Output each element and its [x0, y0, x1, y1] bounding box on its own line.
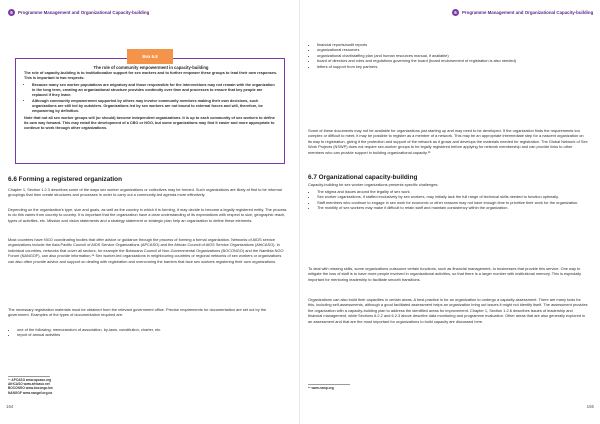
- footnote-line: AfriCASO www.africaso.net: [8, 382, 50, 387]
- list-item: • organizational resources: [317, 47, 588, 52]
- running-header-title: Programme Management and Organizational Capacity-building: [462, 10, 594, 15]
- list-item: • The mobility of sex workers may make it difficult to retain staff and maintain consistency within the organization.: [317, 205, 588, 210]
- box-bullet: • Because many sex worker populations are migratory and those responsible for the interventions may not remain with the organization in the long term, creating an organizational structure provides continuity over time and processes to ensure that key people are replaced if they leave.: [32, 83, 278, 98]
- list-item: • organizational chart/staffing plan (and human resources manual, if available): [317, 53, 588, 58]
- paragraph-text: Chapter 1, Section 1.2.3 describes some of the ways sex worker organizations or collectives may be formed. Such organizations are likely at first to be informal groupings that then create structures and processes in order to carry out a community-led agenda more effectively.: [8, 187, 282, 198]
- documentation-list-continued: [308, 42, 588, 69]
- footnote-line: ¹⁵ www.nswp.org: [308, 386, 334, 390]
- body-paragraph: [308, 182, 588, 187]
- section-heading-6-7: 6.7 Organizational capacity-building: [308, 174, 418, 181]
- paragraph-text: Most countries have NGO coordinating bodies that offer advice or guidance through the process of forming a formal organization. Networks of AIDS service organizations include the Asia Pacific Council of AIDS Service Organizations (APCASO) and the African Council of AIDS Service Organizations (AfriCASO). In individual countries, networks that cover all sectors, for example the Botswana Council of Non-Governmental Organizations (BOCONGO) and the Namibia NGO Forum (NANGOF), can also provide information.¹⁴ Sex worker-led organizations in neighbouring countries or regional networks of sex workers or organizations can also often provide advice and support on dealing with registration and overcoming the barriers that face sex workers registering their own organizations.: [8, 237, 284, 264]
- box-bullet: • Although community empowerment supported by others may involve community members making their own decisions, such organizations are still led by outsiders. Organizations led by sex workers are not bound to external forces and will, therefore, be empowering by definition.: [32, 99, 278, 114]
- box-title: The role of community empowerment in capacity-building: [93, 65, 209, 70]
- list-item: • Staff members who continue to engage in sex work for economic or other reasons may not have enough time to prioritize their work for the organization.: [317, 200, 588, 205]
- footnote-line: NANGOF www.nangof.org.na: [8, 390, 53, 395]
- paragraph-text: To deal with missing skills, some organizations outsource certain functions, such as financial management, to businesses that provide this service. One way to mitigate the loss of staff is to have more people involved in organizational activities, so that there is a larger number with institutional memory. This is especially important for mentoring leadership to facilitate smooth transitions.: [308, 266, 582, 282]
- challenges-list: [308, 189, 588, 211]
- list-item: • one of the following: memorandum of association, by-laws, constitution, charter, etc.: [17, 327, 288, 332]
- paragraph-text: Organizations can also build their capacities in certain areas. A best practice is for an organization to undergo a capacity assessment. There are many tools for this, including self-assessments, although a good facilitated assessment helps an organization bring out issues it might not identify itself. The assessment provides the organization with a capacity-building plan to address the identified areas for improvement. Chapter 1, Section 1.2.6 describes issues of leadership and financial management, while Sections 6.2.2 and 6.2.3 above describe data monitoring and programme evaluation. Other areas that are also generally explored in an assessment and that are the most important for organizations to build capacity are discussed here.: [308, 297, 588, 324]
- list-item: • board of directors and rules and regulations governing the board (board endorsement of registration is also needed): [317, 58, 588, 63]
- body-paragraph: [8, 307, 288, 318]
- documentation-list: [8, 327, 288, 338]
- body-paragraph: [8, 207, 288, 223]
- box-note: Note that not all sex worker groups will (or should) become independent organizations. It is up to each community of sex workers to define its own way forward. This may entail the development of a CBO or NGO, but some organizations may find it easier and more appropriate to continue to work through other organizations.: [24, 116, 275, 130]
- box-content: [24, 65, 278, 133]
- running-header: [8, 9, 149, 16]
- list-item: • letters of support from key partners.: [317, 64, 588, 69]
- footnote-divider: [8, 376, 50, 377]
- paragraph-text: Some of these documents may not be available for organizations just starting up and may need to be developed. If the organization finds the requirements too complex or difficult to meet, it may be possible to register as a member of a network. This may be an appropriate intermediate step for a nascent organization on its way to registration, giving it the protection and support of the network as it grows and develops the materials needed for registration. The Global Network of Sex Work Projects (NSWP) does not require sex-worker groups to be legally registered before applying for network membership and can provide links to other members who can provide support in building organizational capacity.¹⁵: [308, 128, 588, 155]
- page-number: 165: [586, 404, 594, 409]
- chapter-number-icon: 6: [452, 9, 459, 16]
- list-item: • The stigma and issues around the legality of sex work.: [317, 189, 588, 194]
- list-item: • financial reports/audit reports: [317, 42, 588, 47]
- footnotes: [308, 386, 428, 390]
- footnote-line: ¹⁴ APCASO www.apcaso.org: [8, 378, 52, 382]
- box-6-8: [15, 54, 285, 164]
- body-paragraph: [308, 297, 588, 324]
- page-number: 164: [6, 404, 14, 409]
- running-header: [452, 9, 593, 16]
- running-header-title: Programme Management and Organizational Capacity-building: [18, 10, 150, 15]
- footnote-line: BOCONGO www.bocongo.bw: [8, 386, 53, 391]
- body-paragraph: [8, 237, 288, 264]
- box-intro: The role of capacity-building is to institutionalize support for sex workers and to further empower these groups to lead their own responses. This is important in two respects:: [24, 71, 278, 80]
- section-heading-6-6: 6.6 Forming a registered organization: [8, 176, 122, 183]
- right-page: [300, 0, 600, 424]
- list-item: • Sex worker organizations, if staffed exclusively by sex workers, may initially lack the full range of technical skills needed to function optimally.: [317, 194, 588, 199]
- paragraph-text: The necessary registration materials must be obtained from the relevant government office. Precise requirements for documentation are set out by the government. Examples of the types of documentation required are:: [8, 307, 267, 318]
- paragraph-text: Depending on the organization's type, size and goals, as well as the country in which it is forming, it may decide to become a legally registered entity. The process to do this varies from country to country. It is important that the organization have a clear understanding of its expectations with respect to size, geographic reach, types of activities, etc. Mission and vision statements and a strategy statement or strategic plan help an organization to define these elements.: [8, 207, 287, 223]
- box-bullet-list: [24, 83, 278, 114]
- box-tab-label: Box 6.8: [127, 49, 173, 64]
- body-paragraph: [308, 266, 588, 282]
- list-item: • report of annual activities: [17, 332, 288, 337]
- chapter-number-icon: 6: [8, 9, 15, 16]
- paragraph-text: Capacity-building for sex worker organizations presents specific challenges:: [308, 182, 439, 187]
- body-paragraph: [308, 128, 588, 155]
- footnotes: [8, 378, 128, 395]
- body-paragraph: [8, 187, 288, 198]
- footnote-divider: [308, 384, 350, 385]
